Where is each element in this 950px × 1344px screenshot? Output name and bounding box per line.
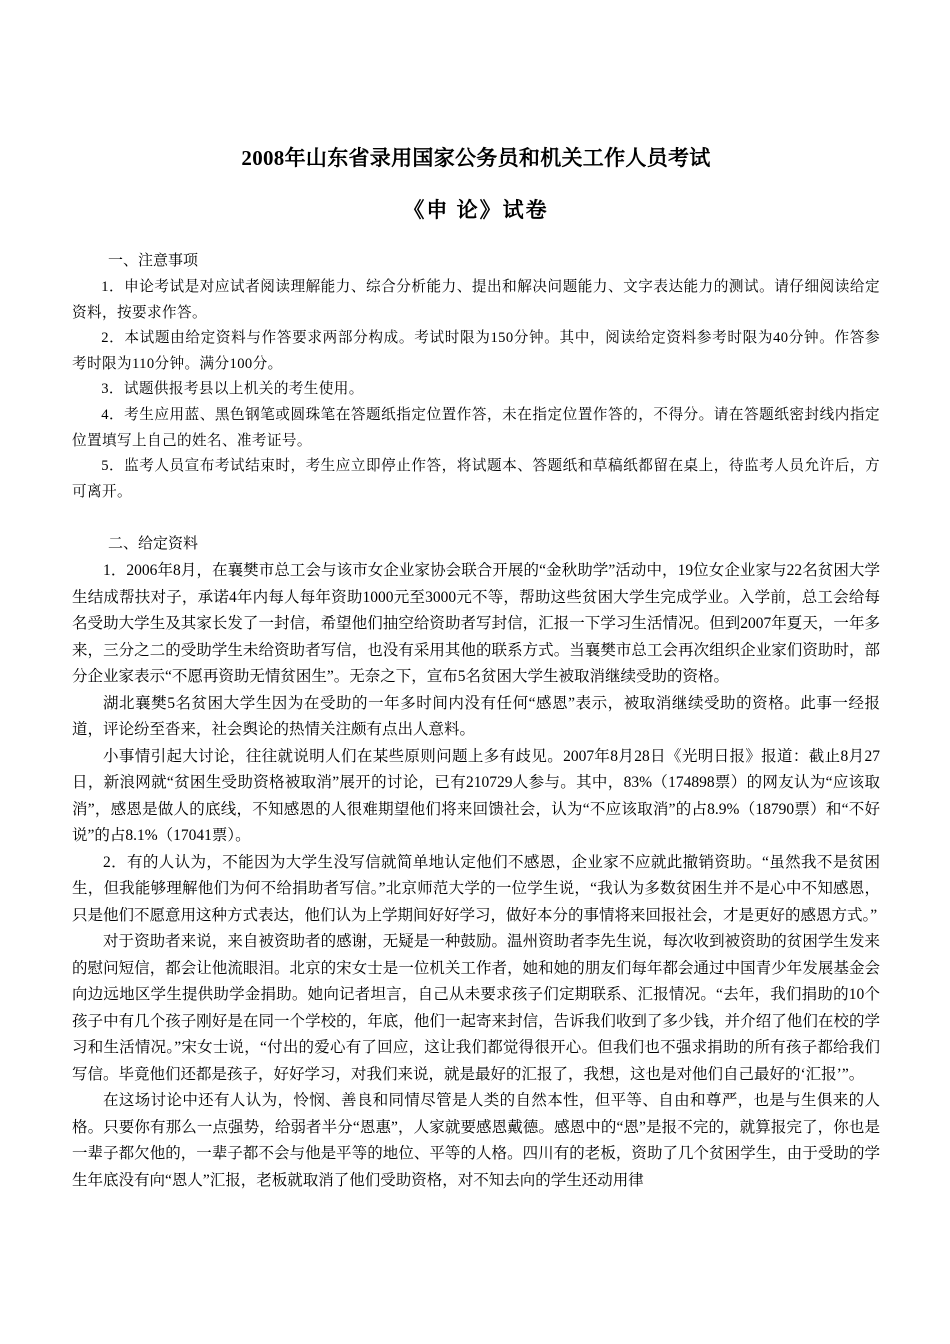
note-item: 1．申论考试是对应试者阅读理解能力、综合分析能力、提出和解决问题能力、文字表达能力的测试。请仔细阅读给定资料，按要求作答。: [72, 279, 880, 321]
notes-heading: 一、注意事项: [108, 253, 199, 269]
note-item: 3．试题供报考县以上机关的考生使用。: [101, 381, 364, 398]
material-paragraph: 2．有的人认为，不能因为大学生没写信就简单地认定他们不感恩，企业家不应就此撤销资助。“虽然我不是贫困生，但我能够理解他们为何不给捐助者写信。”北京师范大学的一位学生说，“我认为多数贫困生并不是心中不知感恩，只是他们不愿意用这种方式表达，他们认为上学期间好好学习，做好本分的事情将来回报社会，才是更好的感恩方式。”: [72, 853, 880, 924]
note-item: 5．监考人员宣布考试结束时，考生应立即停止作答，将试题本、答题纸和草稿纸都留在桌上，待监考人员允许后，方可离开。: [72, 458, 880, 500]
material-paragraph: 小事情引起大讨论，往往就说明人们在某些原则问题上多有歧见。2007年8月28日《光明日报》报道：截止8月27日，新浪网就“贫困生受助资格被取消”展开的讨论，已有210729人参与。其中，83%（174898票）的网友认为“应该取消”，感恩是做人的底线，不知感恩的人很难期望他们将来回馈社会，认为“不应该取消”的占8.9%（18790票）和“不好说”的占8.1%（17041票）。: [72, 747, 880, 845]
document-title: 2008年山东省录用国家公务员和机关工作人员考试: [241, 146, 711, 170]
section-gap: [72, 505, 880, 531]
document-subtitle: 《申 论》试卷: [403, 198, 549, 222]
material-paragraph: 湖北襄樊5名贫困大学生因为在受助的一年多时间内没有任何“感恩”表示，被取消继续受助的资格。此事一经报道，评论纷至沓来，社会舆论的热情关注颇有点出人意料。: [72, 694, 880, 739]
document-page: [72, 142, 880, 1194]
notes-section: [72, 248, 880, 505]
note-item: 4．考生应用蓝、黑色钢笔或圆珠笔在答题纸指定位置作答，未在指定位置作答的，不得分。请在答题纸密封线内指定位置填写上自己的姓名、准考证号。: [72, 406, 880, 449]
material-paragraph: 1．2006年8月，在襄樊市总工会与该市女企业家协会联合开展的“金秋助学”活动中，19位女企业家与22名贫困大学生结成帮扶对子，承诺4年内每人每年资助1000元至3000元不等，帮助这些贫困大学生完成学业。入学前，总工会给每名受助大学生及其家长发了一封信，希望他们抽空给资助者写封信，汇报一下学习生活情况。但到2007年夏天，一年多来，三分之二的受助学生未给资助者写信，也没有采用其他的联系方式。当襄樊市总工会再次组织企业家们资助时，部分企业家表示“不愿再资助无情贫困生”。无奈之下，宣布5名贫困大学生被取消继续受助的资格。: [72, 562, 880, 686]
materials-heading: 二、给定资料: [108, 536, 199, 553]
material-paragraph: 在这场讨论中还有人认为，怜悯、善良和同情尽管是人类的自然本性，但平等、自由和尊严，也是与生俱来的人格。只要你有那么一点强势，给弱者半分“恩惠”，人家就要感恩戴德。感恩中的“恩”是报不完的，就算报完了，你也是一辈子都欠他的，一辈子都不会与他是平等的地位、平等的人格。四川有的老板，资助了几个贫困学生，由于受助的学生年底没有向“恩人”汇报，老板就取消了他们受助资格，对不知去向的学生还动用律: [72, 1092, 880, 1189]
material-paragraph: 对于资助者来说，来自被资助者的感谢，无疑是一种鼓励。温州资助者李先生说，每次收到被资助的贫困学生发来的慰问短信，都会让他流眼泪。北京的宋女士是一位机关工作者，她和她的朋友们每年都会通过中国青少年发展基金会向边远地区学生提供助学金捐助。她向记者坦言，自己从未要求孩子们定期联系、汇报情况。“去年，我们捐助的10个孩子中有几个孩子刚好是在同一个学校的，年底，他们一起寄来封信，告诉我们收到了多少钱，并介绍了他们在校的学习和生活情况。”宋女士说，“付出的爱心有了回应，这让我们都觉得很开心。但我们也不强求捐助的所有孩子都给我们写信。毕竟他们还都是孩子，好好学习，对我们来说，就是最好的汇报了，我想，这也是对他们自己最好的‘汇报’”。: [72, 933, 880, 1083]
note-item: 2．本试题由给定资料与作答要求两部分构成。考试时限为150分钟。其中，阅读给定资料参考时限为40分钟。作答参考时限为110分钟。满分100分。: [72, 330, 880, 372]
materials-section: [72, 531, 880, 1194]
